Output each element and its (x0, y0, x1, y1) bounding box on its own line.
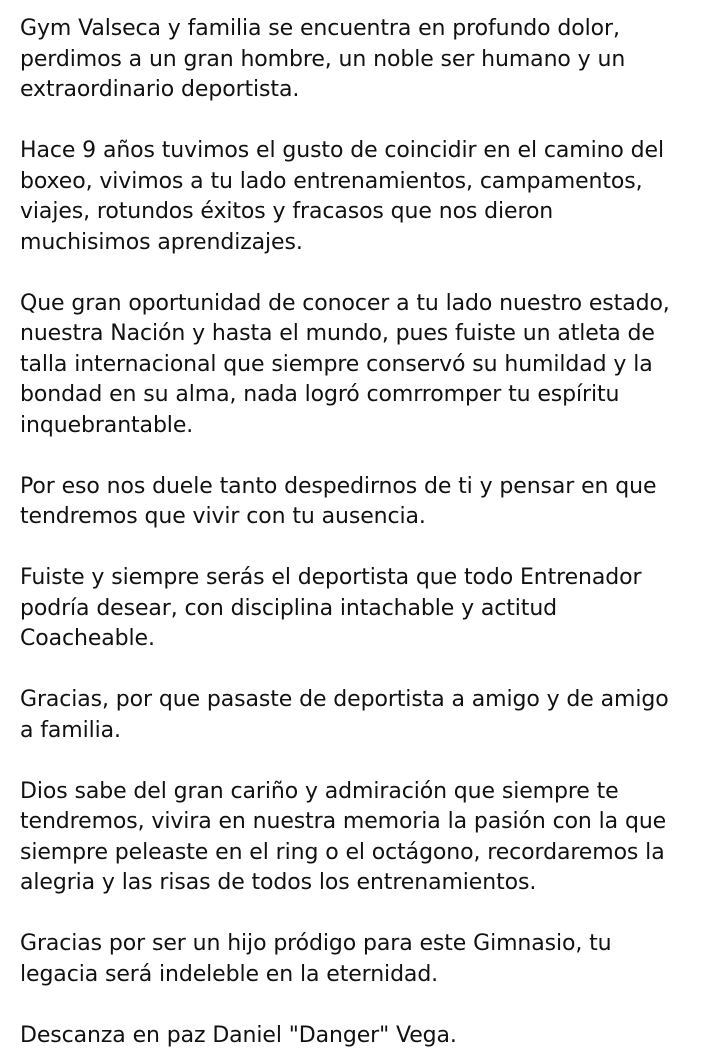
paragraph-rest-in-peace: Descanza en paz Daniel "Danger" Vega. (20, 1021, 700, 1051)
paragraph-farewell: Por eso nos duele tanto despedirnos de ti y pensar en que tendremos que vivir con tu ausencia. (20, 472, 700, 533)
paragraph-history: Hace 9 años tuvimos el gusto de coincidir en el camino del boxeo, vivimos a tu lado entrenamientos, campamentos, viajes, rotundos éxitos y fracasos que nos dieron muchisimos aprendizajes. (20, 136, 700, 258)
paragraph-opening: Gym Valseca y familia se encuentra en profundo dolor, perdimos a un gran hombre, un noble ser humano y un extraordinario deportista. (20, 14, 700, 106)
paragraph-gratitude: Gracias, por que pasaste de deportista a amigo y de amigo a familia. (20, 685, 700, 746)
paragraph-athlete: Fuiste y siempre serás el deportista que todo Entrenador podría desear, con disciplina intachable y actitud Coacheable. (20, 563, 700, 655)
paragraph-memory: Dios sabe del gran cariño y admiración que siempre te tendremos, vivira en nuestra memoria la pasión con la que siempre peleaste en el ring o el octágono, recordaremos la alegria y las risas de todos los entrenamientos. (20, 777, 700, 899)
paragraph-legacy: Gracias por ser un hijo pródigo para este Gimnasio, tu legacia será indeleble en la eternidad. (20, 929, 700, 990)
post-body (20, 14, 700, 1051)
paragraph-opportunity: Que gran oportunidad de conocer a tu lado nuestro estado, nuestra Nación y hasta el mundo, pues fuiste un atleta de talla internacional que siempre conservó su humildad y la bondad en su alma, nada logró comrromper tu espíritu inquebrantable. (20, 289, 700, 442)
